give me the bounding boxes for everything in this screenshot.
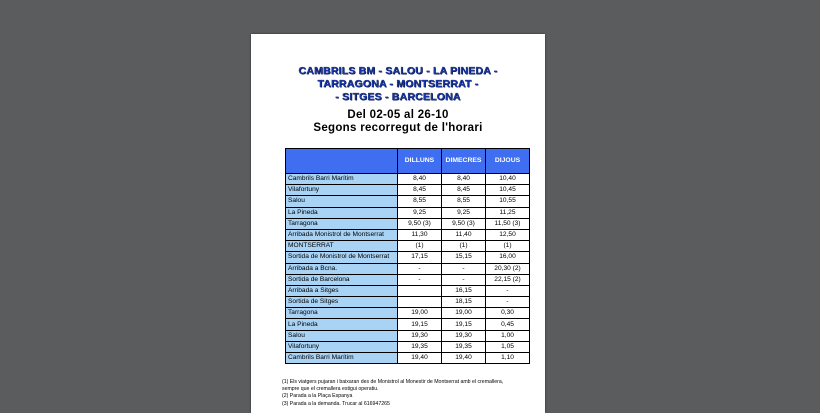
time-cell: 22,15 (2) [486,274,530,285]
stop-name-cell: Arribada a Bcna. [286,263,398,274]
time-cell: 9,50 (3) [398,218,442,229]
document-page [251,34,545,413]
time-cell: 9,50 (3) [442,218,486,229]
table-row [286,341,530,352]
stop-name-cell: Tarragona [286,308,398,319]
table-row [286,241,530,252]
time-cell: - [442,263,486,274]
time-cell: 19,40 [442,353,486,364]
time-cell: 8,45 [442,185,486,196]
time-cell: 8,55 [442,196,486,207]
time-cell: 19,30 [442,330,486,341]
table-row [286,353,530,364]
stop-name-cell: Salou [286,196,398,207]
table-row [286,207,530,218]
time-cell: - [486,285,530,296]
title-line-3: - SITGES - BARCELONA [335,91,461,103]
stop-name-cell: Vilafortuny [286,341,398,352]
column-header-stop [286,149,398,174]
time-cell: 1,05 [486,341,530,352]
time-cell: - [398,274,442,285]
stop-name-cell: Vilafortuny [286,185,398,196]
schedule-table [285,148,530,364]
time-cell: 10,55 [486,196,530,207]
stop-name-cell: Arribada a Sitges [286,285,398,296]
time-cell: 15,15 [442,252,486,263]
time-cell: 11,40 [442,229,486,240]
table-row [286,285,530,296]
time-cell: 10,40 [486,174,530,185]
time-cell: 1,00 [486,330,530,341]
time-cell: 19,35 [442,341,486,352]
time-cell: 19,35 [398,341,442,352]
time-cell: (1) [486,241,530,252]
time-cell: 11,50 (3) [486,218,530,229]
column-header-dijous: DIJOUS [486,149,530,174]
stop-name-cell: La Pineda [286,207,398,218]
title-line-2: TARRAGONA - MONTSERRAT - [317,78,479,90]
time-cell: 19,00 [442,308,486,319]
time-cell: - [398,263,442,274]
time-cell: - [486,297,530,308]
time-cell: 0,45 [486,319,530,330]
time-cell: 19,15 [442,319,486,330]
time-cell: 18,15 [442,297,486,308]
time-cell: 8,45 [398,185,442,196]
table-row [286,185,530,196]
column-header-dimecres: DIMECRES [442,149,486,174]
stop-name-cell: Sortida de Barcelona [286,274,398,285]
time-cell [398,285,442,296]
table-row [286,274,530,285]
stop-name-cell: La Pineda [286,319,398,330]
table-row [286,297,530,308]
time-cell: 20,30 (2) [486,263,530,274]
table-row [286,218,530,229]
time-cell: 16,15 [442,285,486,296]
table-row [286,308,530,319]
footnotes [282,379,542,408]
time-cell: 19,15 [398,319,442,330]
table-row [286,174,530,185]
stop-name-cell: Arribada Monistrol de Montserrat [286,229,398,240]
schedule-subtitle: Segons recorregut de l'horari [313,122,483,134]
column-header-dilluns: DILLUNS [398,149,442,174]
stop-name-cell: Cambrils Barri Marítim [286,353,398,364]
stop-name-cell: Sortida de Sitges [286,297,398,308]
table-row [286,263,530,274]
stop-name-cell: Tarragona [286,218,398,229]
table-row [286,252,530,263]
time-cell: 19,30 [398,330,442,341]
time-cell: 8,55 [398,196,442,207]
stop-name-cell: Cambrils Barri Marítim [286,174,398,185]
table-row [286,229,530,240]
time-cell: 1,10 [486,353,530,364]
time-cell: 10,45 [486,185,530,196]
time-cell: (1) [398,241,442,252]
time-cell: 11,25 [486,207,530,218]
time-cell: 19,00 [398,308,442,319]
table-header-row [286,149,530,174]
stop-name-cell: Sortida de Monistrol de Montserrat [286,252,398,263]
footnote-1: (1) Els viatgers pujaran i baixaran des de Monistrol al Monestir de Montserrat amb el cremallera, [282,379,504,385]
time-cell: 19,40 [398,353,442,364]
stop-name-cell: Salou [286,330,398,341]
time-cell: 17,15 [398,252,442,263]
title-line-1: CAMBRILS BM - SALOU - LA PINEDA - [298,65,498,77]
time-cell: 11,30 [398,229,442,240]
date-range: Del 02-05 al 26-10 [347,109,449,121]
table-row [286,319,530,330]
footnote-1-cont: sempre que el cremallera estigui operatiu. [282,386,379,393]
time-cell: 0,30 [486,308,530,319]
time-cell: 9,25 [398,207,442,218]
time-cell: - [442,274,486,285]
footnote-2: (2) Parada a la Plaça Espanya [282,393,353,400]
table-row [286,330,530,341]
time-cell: 9,25 [442,207,486,218]
time-cell: 16,00 [486,252,530,263]
footnote-3: (3) Parada a la demanda. Trucar al 616947265 [282,400,390,407]
time-cell: 12,50 [486,229,530,240]
time-cell [398,297,442,308]
table-row [286,196,530,207]
time-cell: (1) [442,241,486,252]
stop-name-cell: MONTSERRAT [286,241,398,252]
time-cell: 8,40 [442,174,486,185]
time-cell: 8,40 [398,174,442,185]
